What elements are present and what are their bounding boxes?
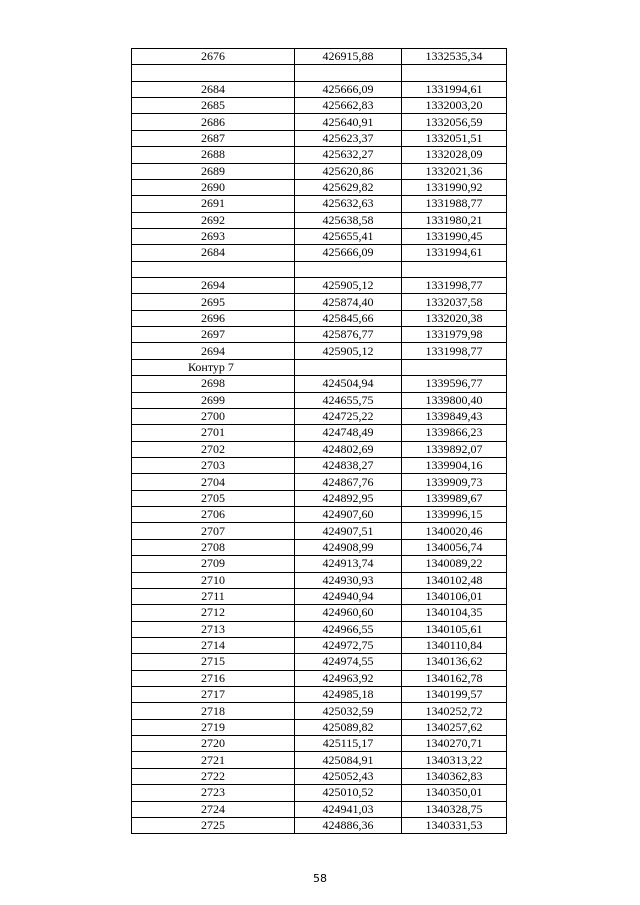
y-coordinate-cell: 1340350,01 [402, 785, 507, 801]
x-coordinate-cell: 424966,55 [295, 621, 402, 637]
y-coordinate-cell: 1340020,46 [402, 523, 507, 539]
table-row [132, 327, 507, 343]
table-row [132, 278, 507, 294]
empty-cell [295, 261, 402, 277]
point-number-cell: 2711 [132, 588, 295, 604]
x-coordinate-cell: 426915,88 [295, 49, 402, 65]
point-number-cell: 2676 [132, 49, 295, 65]
y-coordinate-cell: 1339800,40 [402, 392, 507, 408]
x-coordinate-cell: 425084,91 [295, 752, 402, 768]
y-coordinate-cell: 1332037,58 [402, 294, 507, 310]
separator-row [132, 261, 507, 277]
empty-cell [402, 359, 507, 375]
x-coordinate-cell: 424655,75 [295, 392, 402, 408]
table-row [132, 392, 507, 408]
point-number-cell: 2708 [132, 539, 295, 555]
table-row [132, 81, 507, 97]
table-row [132, 507, 507, 523]
x-coordinate-cell: 424748,49 [295, 425, 402, 441]
table-row [132, 768, 507, 784]
y-coordinate-cell: 1339596,77 [402, 376, 507, 392]
coordinates-table [131, 48, 507, 834]
y-coordinate-cell: 1340056,74 [402, 539, 507, 555]
x-coordinate-cell: 424867,76 [295, 474, 402, 490]
table-row [132, 294, 507, 310]
table-row [132, 441, 507, 457]
y-coordinate-cell: 1331980,21 [402, 212, 507, 228]
x-coordinate-cell: 425905,12 [295, 343, 402, 359]
point-number-cell: 2718 [132, 703, 295, 719]
table-row [132, 670, 507, 686]
point-number-cell: 2687 [132, 130, 295, 146]
point-number-cell: 2694 [132, 278, 295, 294]
y-coordinate-cell: 1332051,51 [402, 130, 507, 146]
point-number-cell: 2701 [132, 425, 295, 441]
table-row [132, 523, 507, 539]
x-coordinate-cell: 424838,27 [295, 457, 402, 473]
point-number-cell: 2712 [132, 605, 295, 621]
y-coordinate-cell: 1340106,01 [402, 588, 507, 604]
y-coordinate-cell: 1339989,67 [402, 490, 507, 506]
x-coordinate-cell: 425632,63 [295, 196, 402, 212]
x-coordinate-cell: 424941,03 [295, 801, 402, 817]
x-coordinate-cell: 425666,09 [295, 81, 402, 97]
x-coordinate-cell: 424907,51 [295, 523, 402, 539]
table-row [132, 425, 507, 441]
point-number-cell: 2714 [132, 637, 295, 653]
y-coordinate-cell: 1340362,83 [402, 768, 507, 784]
point-number-cell: 2695 [132, 294, 295, 310]
point-number-cell: 2698 [132, 376, 295, 392]
x-coordinate-cell: 425620,86 [295, 163, 402, 179]
x-coordinate-cell: 424930,93 [295, 572, 402, 588]
table-row [132, 736, 507, 752]
x-coordinate-cell: 425115,17 [295, 736, 402, 752]
table-row [132, 196, 507, 212]
x-coordinate-cell: 424972,75 [295, 637, 402, 653]
table-row [132, 801, 507, 817]
point-number-cell: 2717 [132, 687, 295, 703]
y-coordinate-cell: 1339866,23 [402, 425, 507, 441]
y-coordinate-cell: 1340270,71 [402, 736, 507, 752]
table-row [132, 588, 507, 604]
y-coordinate-cell: 1340199,57 [402, 687, 507, 703]
y-coordinate-cell: 1340257,62 [402, 719, 507, 735]
table-row [132, 621, 507, 637]
table-row [132, 147, 507, 163]
y-coordinate-cell: 1339909,73 [402, 474, 507, 490]
table-row [132, 212, 507, 228]
x-coordinate-cell: 425638,58 [295, 212, 402, 228]
coordinates-table-body [132, 49, 507, 834]
empty-cell [402, 261, 507, 277]
table-row [132, 572, 507, 588]
x-coordinate-cell: 425623,37 [295, 130, 402, 146]
empty-cell [295, 65, 402, 81]
table-row [132, 490, 507, 506]
point-number-cell: 2700 [132, 408, 295, 424]
y-coordinate-cell: 1332020,38 [402, 310, 507, 326]
y-coordinate-cell: 1339996,15 [402, 507, 507, 523]
point-number-cell: 2696 [132, 310, 295, 326]
point-number-cell: 2709 [132, 556, 295, 572]
y-coordinate-cell: 1331990,45 [402, 228, 507, 244]
point-number-cell: 2702 [132, 441, 295, 457]
y-coordinate-cell: 1331988,77 [402, 196, 507, 212]
table-row [132, 408, 507, 424]
table-row [132, 752, 507, 768]
y-coordinate-cell: 1332535,34 [402, 49, 507, 65]
table-row [132, 98, 507, 114]
x-coordinate-cell: 424963,92 [295, 670, 402, 686]
table-row [132, 539, 507, 555]
table-row [132, 556, 507, 572]
y-coordinate-cell: 1340104,35 [402, 605, 507, 621]
x-coordinate-cell: 425655,41 [295, 228, 402, 244]
empty-cell [132, 65, 295, 81]
y-coordinate-cell: 1331990,92 [402, 179, 507, 195]
x-coordinate-cell: 424908,99 [295, 539, 402, 555]
page-number: 58 [313, 872, 327, 885]
x-coordinate-cell: 424886,36 [295, 817, 402, 833]
x-coordinate-cell: 425010,52 [295, 785, 402, 801]
point-number-cell: 2707 [132, 523, 295, 539]
y-coordinate-cell: 1340105,61 [402, 621, 507, 637]
table-row [132, 605, 507, 621]
table-row [132, 703, 507, 719]
point-number-cell: 2719 [132, 719, 295, 735]
y-coordinate-cell: 1339904,16 [402, 457, 507, 473]
point-number-cell: 2720 [132, 736, 295, 752]
y-coordinate-cell: 1340252,72 [402, 703, 507, 719]
y-coordinate-cell: 1331998,77 [402, 278, 507, 294]
y-coordinate-cell: 1340136,62 [402, 654, 507, 670]
y-coordinate-cell: 1331998,77 [402, 343, 507, 359]
x-coordinate-cell: 424913,74 [295, 556, 402, 572]
point-number-cell: 2689 [132, 163, 295, 179]
point-number-cell: 2688 [132, 147, 295, 163]
table-row [132, 474, 507, 490]
x-coordinate-cell: 425666,09 [295, 245, 402, 261]
table-row [132, 49, 507, 65]
separator-row [132, 65, 507, 81]
empty-cell [132, 261, 295, 277]
empty-cell [402, 65, 507, 81]
point-number-cell: 2697 [132, 327, 295, 343]
table-row [132, 457, 507, 473]
x-coordinate-cell: 425089,82 [295, 719, 402, 735]
y-coordinate-cell: 1340313,22 [402, 752, 507, 768]
x-coordinate-cell: 425876,77 [295, 327, 402, 343]
x-coordinate-cell: 425640,91 [295, 114, 402, 130]
x-coordinate-cell: 424907,60 [295, 507, 402, 523]
point-number-cell: 2684 [132, 81, 295, 97]
point-number-cell: 2691 [132, 196, 295, 212]
x-coordinate-cell: 424725,22 [295, 408, 402, 424]
x-coordinate-cell: 425032,59 [295, 703, 402, 719]
contour-header-row [132, 359, 507, 375]
table-row [132, 637, 507, 653]
point-number-cell: 2704 [132, 474, 295, 490]
table-row [132, 719, 507, 735]
table-row [132, 376, 507, 392]
y-coordinate-cell: 1340110,84 [402, 637, 507, 653]
x-coordinate-cell: 425845,66 [295, 310, 402, 326]
table-row [132, 817, 507, 833]
point-number-cell: 2721 [132, 752, 295, 768]
table-row [132, 343, 507, 359]
table-row [132, 245, 507, 261]
point-number-cell: 2686 [132, 114, 295, 130]
empty-cell [295, 359, 402, 375]
point-number-cell: 2715 [132, 654, 295, 670]
x-coordinate-cell: 425632,27 [295, 147, 402, 163]
x-coordinate-cell: 424940,94 [295, 588, 402, 604]
point-number-cell: 2694 [132, 343, 295, 359]
point-number-cell: 2692 [132, 212, 295, 228]
point-number-cell: 2690 [132, 179, 295, 195]
point-number-cell: 2706 [132, 507, 295, 523]
point-number-cell: 2713 [132, 621, 295, 637]
y-coordinate-cell: 1331994,61 [402, 245, 507, 261]
table-row [132, 310, 507, 326]
x-coordinate-cell: 424974,55 [295, 654, 402, 670]
contour-label: Контур 7 [132, 359, 295, 375]
point-number-cell: 2693 [132, 228, 295, 244]
y-coordinate-cell: 1340162,78 [402, 670, 507, 686]
point-number-cell: 2685 [132, 98, 295, 114]
x-coordinate-cell: 425052,43 [295, 768, 402, 784]
y-coordinate-cell: 1332056,59 [402, 114, 507, 130]
y-coordinate-cell: 1340102,48 [402, 572, 507, 588]
x-coordinate-cell: 424985,18 [295, 687, 402, 703]
point-number-cell: 2710 [132, 572, 295, 588]
x-coordinate-cell: 425629,82 [295, 179, 402, 195]
table-row [132, 228, 507, 244]
y-coordinate-cell: 1332021,36 [402, 163, 507, 179]
table-row [132, 687, 507, 703]
y-coordinate-cell: 1332003,20 [402, 98, 507, 114]
y-coordinate-cell: 1340331,53 [402, 817, 507, 833]
y-coordinate-cell: 1331979,98 [402, 327, 507, 343]
table-row [132, 130, 507, 146]
point-number-cell: 2724 [132, 801, 295, 817]
y-coordinate-cell: 1331994,61 [402, 81, 507, 97]
x-coordinate-cell: 424802,69 [295, 441, 402, 457]
x-coordinate-cell: 424504,94 [295, 376, 402, 392]
x-coordinate-cell: 425874,40 [295, 294, 402, 310]
point-number-cell: 2725 [132, 817, 295, 833]
point-number-cell: 2723 [132, 785, 295, 801]
point-number-cell: 2705 [132, 490, 295, 506]
y-coordinate-cell: 1340089,22 [402, 556, 507, 572]
point-number-cell: 2699 [132, 392, 295, 408]
point-number-cell: 2722 [132, 768, 295, 784]
y-coordinate-cell: 1332028,09 [402, 147, 507, 163]
y-coordinate-cell: 1340328,75 [402, 801, 507, 817]
table-row [132, 114, 507, 130]
x-coordinate-cell: 424960,60 [295, 605, 402, 621]
table-row [132, 163, 507, 179]
x-coordinate-cell: 424892,95 [295, 490, 402, 506]
point-number-cell: 2684 [132, 245, 295, 261]
table-row [132, 179, 507, 195]
x-coordinate-cell: 425905,12 [295, 278, 402, 294]
y-coordinate-cell: 1339892,07 [402, 441, 507, 457]
table-row [132, 785, 507, 801]
x-coordinate-cell: 425662,83 [295, 98, 402, 114]
table-row [132, 654, 507, 670]
y-coordinate-cell: 1339849,43 [402, 408, 507, 424]
point-number-cell: 2703 [132, 457, 295, 473]
point-number-cell: 2716 [132, 670, 295, 686]
